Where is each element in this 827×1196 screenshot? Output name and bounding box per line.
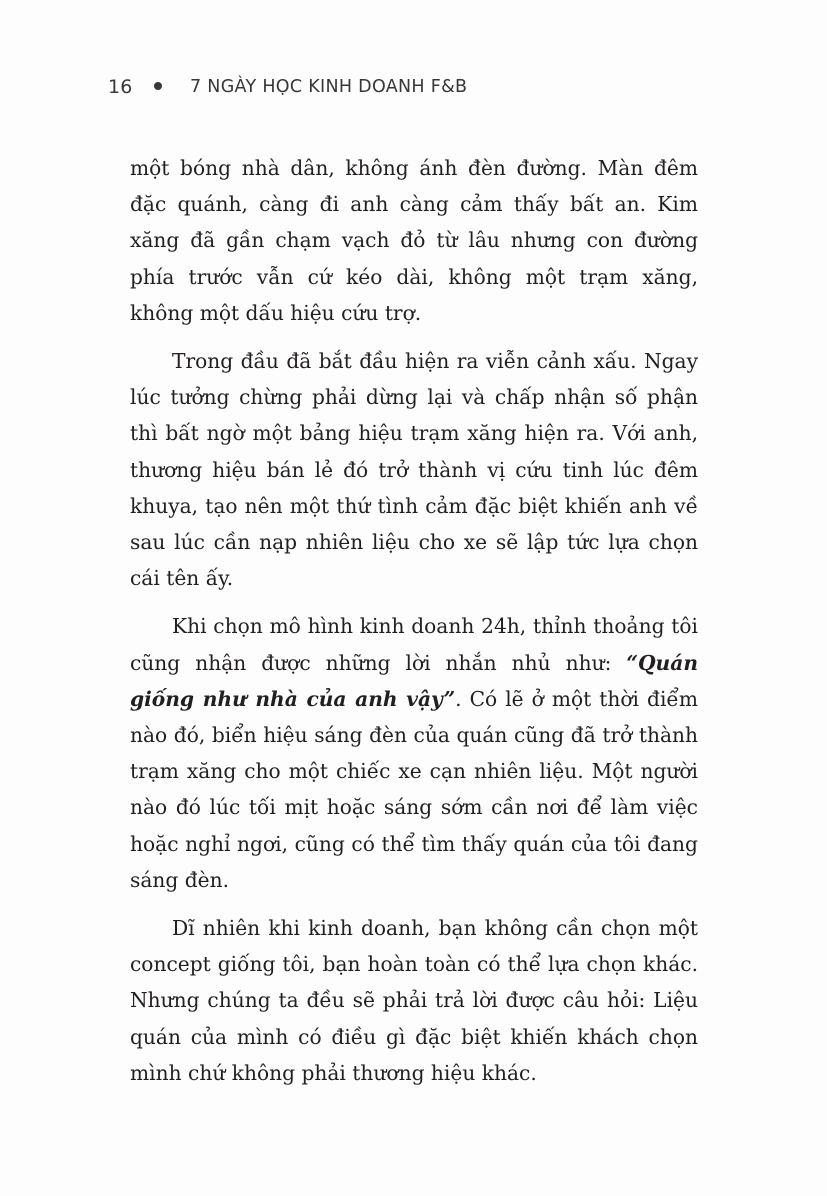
paragraph-3-text-after-quote: . Có lẽ ở một thời điểm nào đó, biển hiệu sáng đèn của quán cũng đã trở thành trạm xăng cho một chiếc xe cạn nhiên liệu. Một người nào đó lúc tối mịt hoặc sáng sớm cần nơi để làm việc hoặc nghỉ ngơi, cũng có thể tìm thấy quán của tôi đang sáng đèn. (130, 686, 698, 892)
running-header (108, 72, 467, 102)
paragraph-3 (130, 608, 698, 898)
paragraph-1: một bóng nhà dân, không ánh đèn đường. Màn đêm đặc quánh, càng đi anh càng cảm thấy bất an. Kim xăng đã gần chạm vạch đỏ từ lâu nhưng con đường phía trước vẫn cứ kéo dài, không một trạm xăng, không một dấu hiệu cứu trợ. (130, 156, 698, 325)
paragraph-2: Trong đầu đã bắt đầu hiện ra viễn cảnh xấu. Ngay lúc tưởng chừng phải dừng lại và chấp nhận số phận thì bất ngờ một bảng hiệu trạm xăng hiện ra. Với anh, thương hiệu bán lẻ đó trở thành vị cứu tinh lúc đêm khuya, tạo nên một thứ tình cảm đặc biệt khiến anh về sau lúc cần nạp nhiên liệu cho xe sẽ lập tức lựa chọn cái tên ấy. (130, 349, 698, 591)
paragraph-4: Dĩ nhiên khi kinh doanh, bạn không cần chọn một concept giống tôi, bạn hoàn toàn có thể lựa chọn khác. Nhưng chúng ta đều sẽ phải trả lời được câu hỏi: Liệu quán của mình có điều gì đặc biệt khiến khách chọn mình chứ không phải thương hiệu khác. (130, 916, 698, 1085)
book-title: 7 NGÀY HỌC KINH DOANH F&B (190, 77, 468, 97)
paragraph-3-text-before-quote: Khi chọn mô hình kinh doanh 24h, thỉnh thoảng tôi cũng nhận được những lời nhắn nhủ như: (130, 614, 698, 675)
quoted-remark: “Quán giống như nhà của anh vậy” (130, 650, 698, 711)
page-number: 16 (108, 76, 133, 98)
bullet-separator-icon (154, 82, 162, 90)
body-text (130, 150, 698, 1103)
